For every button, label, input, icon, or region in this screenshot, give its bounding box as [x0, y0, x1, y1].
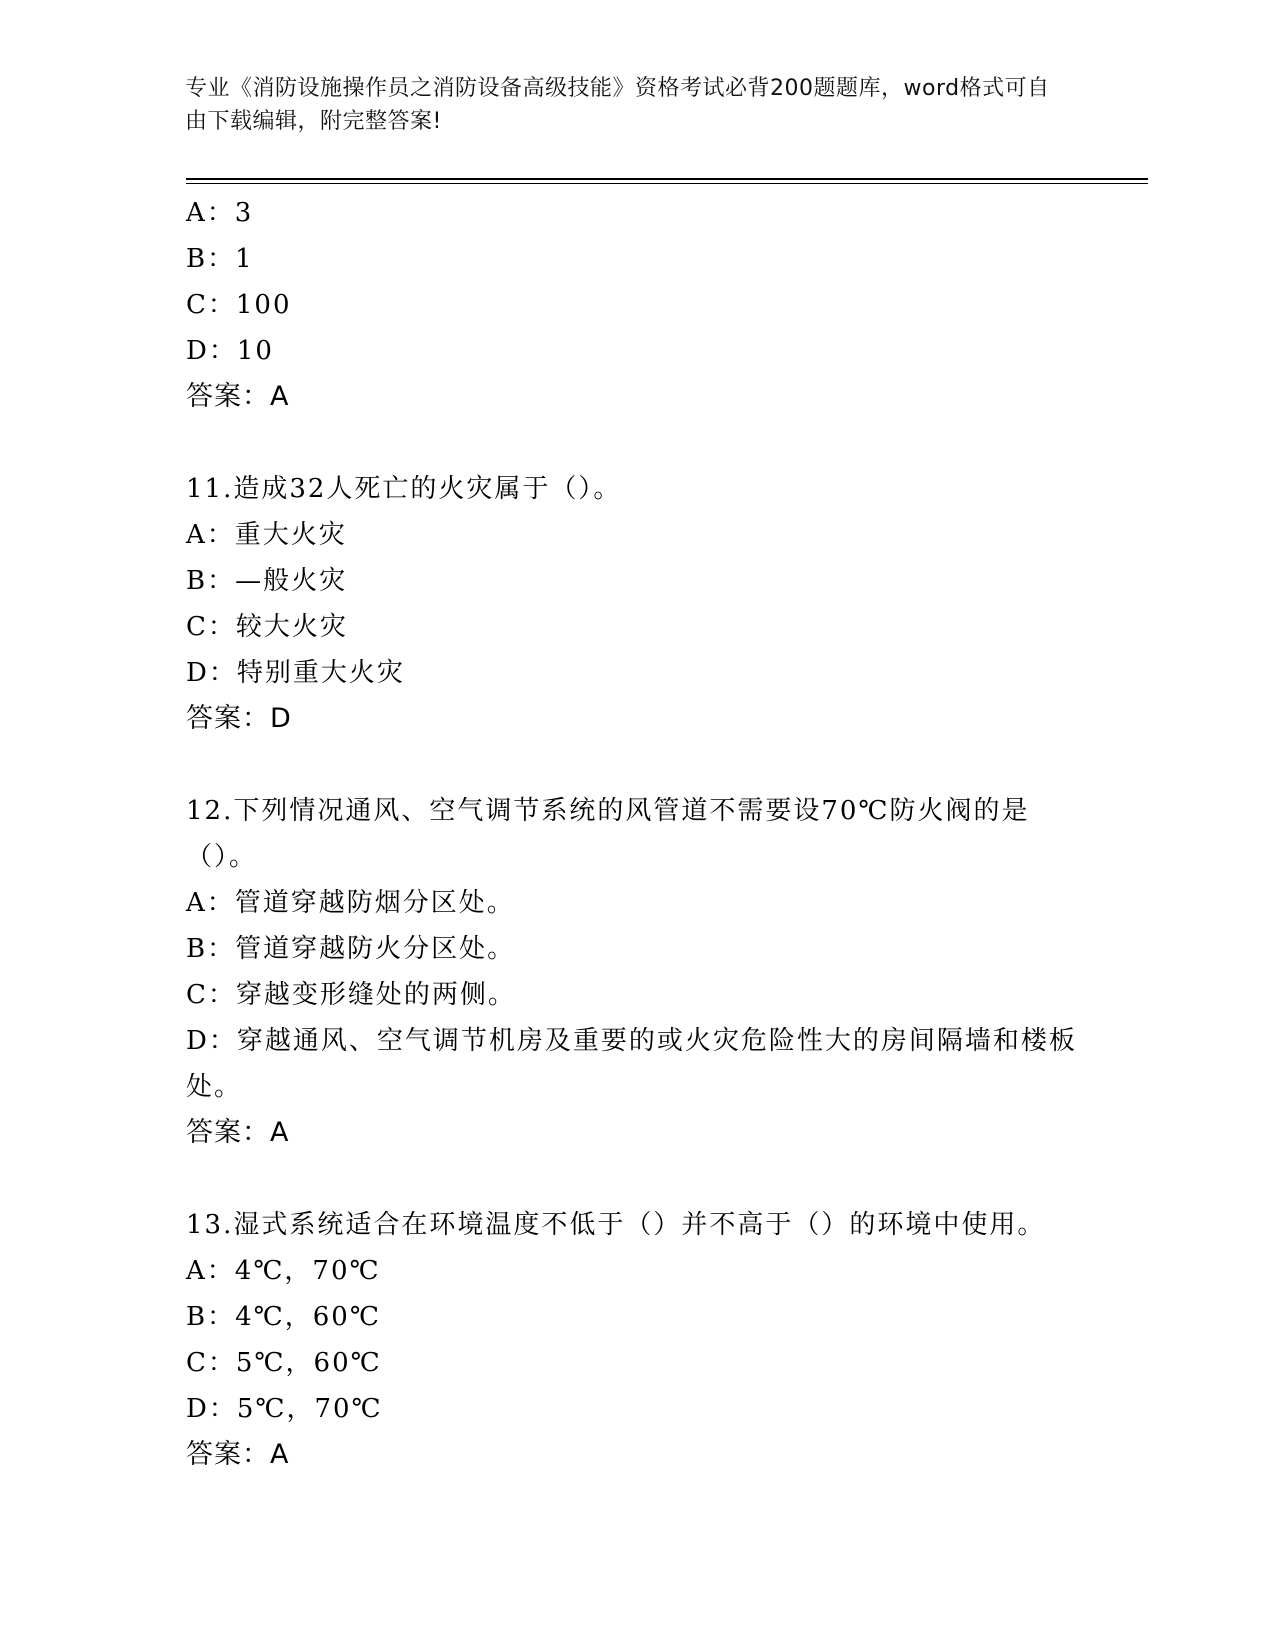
option-b: B：—般火灾 [186, 566, 348, 596]
option-c: C：5℃，60℃ [186, 1348, 382, 1378]
option-c: C：较大火灾 [186, 612, 348, 642]
answer-label: 答案：A [186, 1117, 290, 1148]
answer-label: 答案：D [186, 703, 292, 734]
option-c: C：100 [186, 290, 292, 320]
option-b: B：1 [186, 244, 254, 274]
question-spacer [186, 1156, 1086, 1202]
option-c: C：穿越变形缝处的两侧。 [186, 980, 516, 1010]
question-block-previous [186, 190, 1086, 420]
option-a: A：4℃，70℃ [186, 1256, 381, 1286]
option-b: B：管道穿越防火分区处。 [186, 934, 516, 964]
option-d: D：10 [186, 336, 274, 366]
option-a: A：管道穿越防烟分区处。 [186, 888, 515, 918]
question-spacer [186, 420, 1086, 466]
question-text: 11.造成32人死亡的火灾属于（）。 [186, 474, 622, 504]
question-text: 12.下列情况通风、空气调节系统的风管道不需要设70℃防火阀的是（）。 [186, 796, 1030, 872]
option-d: D：特别重大火灾 [186, 658, 405, 688]
answer-label: 答案：A [186, 381, 290, 412]
question-block-13 [186, 1202, 1086, 1478]
option-d: D：穿越通风、空气调节机房及重要的或火灾危险性大的房间隔墙和楼板处。 [186, 1026, 1077, 1102]
question-text: 13.湿式系统适合在环境温度不低于（）并不高于（）的环境中使用。 [186, 1210, 1046, 1240]
header-divider [186, 178, 1148, 184]
question-block-11 [186, 466, 1086, 742]
question-list [186, 190, 1086, 1478]
option-a: A：3 [186, 198, 254, 228]
document-header: 专业《消防设施操作员之消防设备高级技能》资格考试必背200题题库，word格式可自由下载编辑，附完整答案! [185, 76, 1050, 134]
option-d: D：5℃，70℃ [186, 1394, 383, 1424]
answer-label: 答案：A [186, 1439, 290, 1470]
question-spacer [186, 742, 1086, 788]
option-a: A：重大火灾 [186, 520, 347, 550]
option-b: B：4℃，60℃ [186, 1302, 381, 1332]
question-block-12 [186, 788, 1086, 1156]
